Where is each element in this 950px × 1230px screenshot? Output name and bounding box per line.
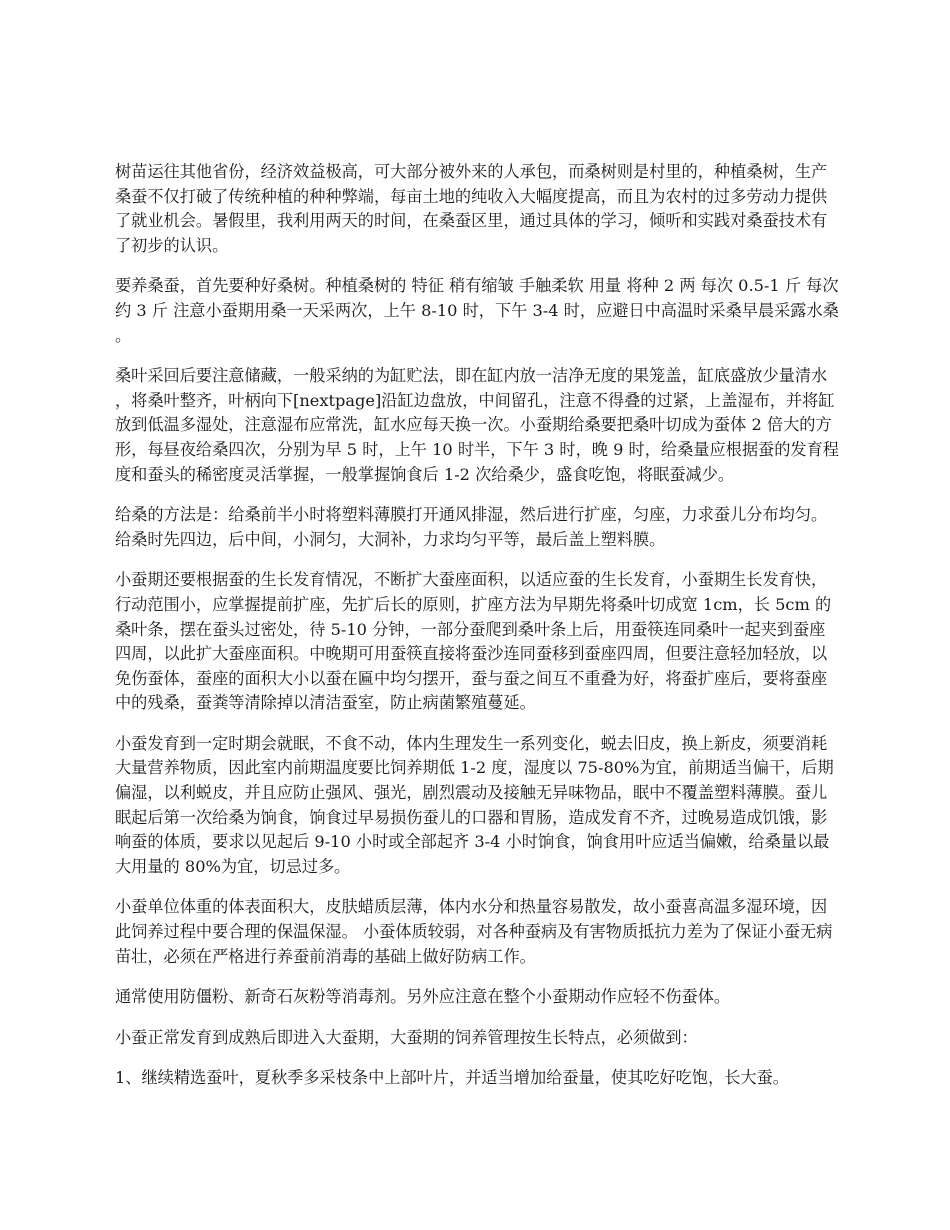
paragraph-6: 小蚕发育到一定时期会就眠，不食不动，体内生理发生一系列变化，蜕去旧皮，换上新皮，须要消耗大量营养物质，因此室内前期温度要比饲养期低 1-2 度，湿度以 75-80%为宜，前期适当偏干，后期偏湿，以利蜕皮，并且应防止强风、强光，剧烈震动及接触无异味物品，眠中不覆盖塑料薄膜。蚕儿眠起后第一次给桑为饷食，饷食过早易损伤蚕儿的口器和胃肠，造成发育不齐，过晚易造成饥饿，影响蚕的体质，要求以见起后 9-10 小时或全部起齐 3-4 小时饷食，饷食用叶应适当偏嫩，给桑量以最大用量的 80%为宜，切忌过多。 [115,733,834,876]
paragraph-4: 给桑的方法是：给桑前半小时将塑料薄膜打开通风排湿，然后进行扩座，匀座，力求蚕儿分布均匀。给桑时先四边，后中间，小洞匀，大洞补，力求均匀平等，最后盖上塑料膜。 [115,505,828,549]
paragraph-3: 桑叶采回后要注意储藏，一般采纳的为缸贮法，即在缸内放一洁净无度的果笼盖，缸底盛放少量清水，将桑叶整齐，叶柄向下[nextpage]沿缸边盘放，中间留孔，注意不得叠的过紧，上盖湿布，并将缸放到低温多湿处，注意湿布应常洗，缸水应每天换一次。小蚕期给桑要把桑叶切成为蚕体 2 倍大的方形，每昼夜给桑四次，分别为早 5 时，上午 10 时半，下午 3 时，晚 9 时，给桑量应根据蚕的发育程度和蚕头的稀密度灵活掌握，一般掌握饷食后 1-2 次给桑少，盛食吃饱，将眠蚕减少。 [115,366,839,484]
paragraph-2: 要养桑蚕，首先要种好桑树。种植桑树的 特征 稍有缩皱 手触柔软 用量 将种 2 两 每次 0.5-1 斤 每次约 3 斤 注意小蚕期用桑一天采两次，上午 8-10 时，下午 3-4 时，应避日中高温时采桑早晨采露水桑。 [115,276,839,345]
document-page [115,160,840,1107]
paragraph-1: 树苗运往其他省份，经济效益极高，可大部分被外来的人承包，而桑树则是村里的，种植桑树，生产桑蚕不仅打破了传统种植的种种弊端，每亩土地的纯收入大幅度提高，而且为农村的过多劳动力提供了就业机会。暑假里，我利用两天的时间，在桑蚕区里，通过具体的学习，倾听和实践对桑蚕技术有了初步的认识。 [115,162,828,255]
paragraph-8: 通常使用防僵粉、新奇石灰粉等消毒剂。另外应注意在整个小蚕期动作应轻不伤蚕体。 [115,987,731,1007]
paragraph-9: 小蚕正常发育到成熟后即进入大蚕期，大蚕期的饲养管理按生长特点，必须做到： [115,1027,698,1047]
paragraph-7: 小蚕单位体重的体表面积大，皮肤蜡质层薄，体内水分和热量容易散发，故小蚕喜高温多湿环境，因此饲养过程中要合理的保温保湿。 小蚕体质较弱，对各种蚕病及有害物质抵抗力差为了保证小蚕无病苗壮，必须在严格进行养蚕前消毒的基础上做好防病工作。 [115,897,833,966]
paragraph-5: 小蚕期还要根据蚕的生长发育情况，不断扩大蚕座面积，以适应蚕的生长发育，小蚕期生长发育快，行动范围小，应掌握提前扩座，先扩后长的原则，扩座方法为早期先将桑叶切成宽 1cm，长 5cm 的桑叶条，摆在蚕头过密处，待 5-10 分钟，一部分蚕爬到桑叶条上后，用蚕筷连同桑叶一起夹到蚕座四周，以此扩大蚕座面积。中晚期可用蚕筷直接将蚕沙连同蚕移到蚕座四周，但要注意轻加轻放，以免伤蚕体，蚕座的面积大小以蚕在匾中均匀摆开，蚕与蚕之间互不重叠为好，将蚕扩座后，要将蚕座中的残桑，蚕粪等清除掉以清洁蚕室，防止病菌繁殖蔓延。 [115,570,832,713]
paragraph-10: 1、继续精选蚕叶，夏秋季多采枝条中上部叶片，并适当增加给蚕量，使其吃好吃饱，长大蚕。 [115,1068,789,1088]
